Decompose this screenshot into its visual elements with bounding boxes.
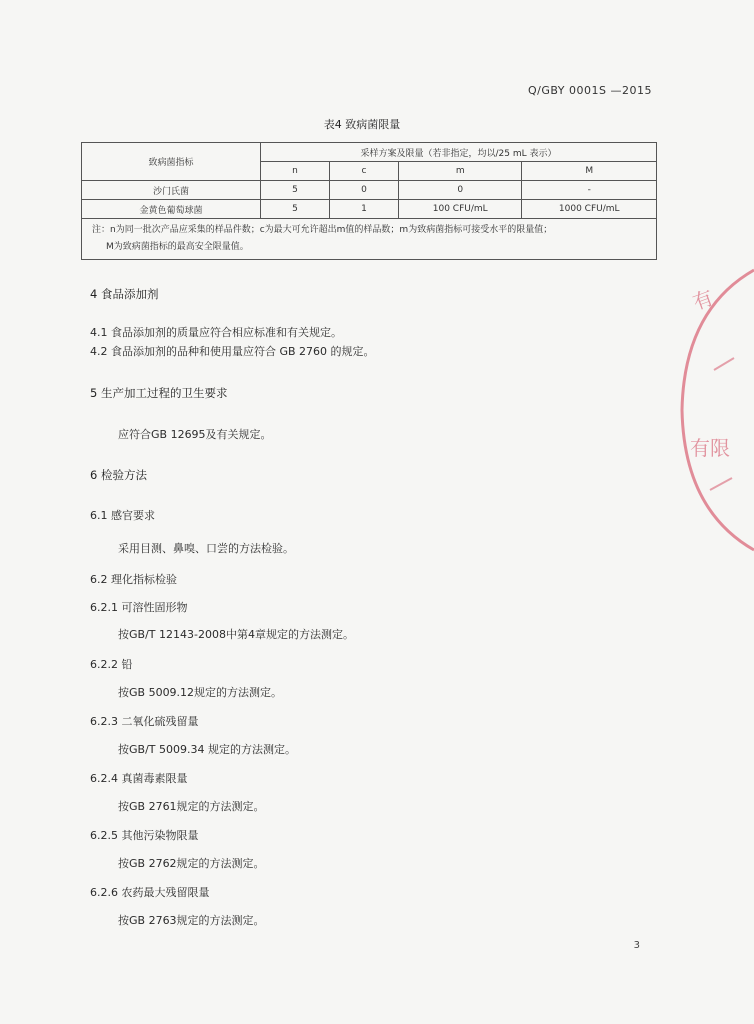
table-row [82, 200, 657, 219]
subheader-n: n [261, 162, 330, 181]
section-6-2-5: 6.2.5 其他污染物限量 [90, 829, 199, 842]
section-5-title: 5 生产加工过程的卫生要求 [90, 386, 228, 400]
table-note-line1: 注：n为同一批次产品应采集的样品件数；c为最大可允许超出m值的样品数；m为致病菌指标可接受水平的限量值； [92, 225, 553, 235]
section-6-2-6: 6.2.6 农药最大残留限量 [90, 886, 210, 899]
company-seal-stamp [644, 250, 754, 570]
section-6-2-1: 6.2.1 可溶性固形物 [90, 601, 188, 614]
row-name: 沙门氏菌 [82, 181, 261, 200]
row-c: 1 [330, 200, 399, 219]
section-6-2: 6.2 理化指标检验 [90, 573, 177, 586]
section-6-2-2-body: 按GB 5009.12规定的方法测定。 [118, 686, 283, 699]
row-c: 0 [330, 181, 399, 200]
section-6-2-2: 6.2.2 铅 [90, 658, 133, 671]
row-m: 0 [399, 181, 522, 200]
row-name: 金黄色葡萄球菌 [82, 200, 261, 219]
section-6-2-6-body: 按GB 2763规定的方法测定。 [118, 914, 265, 927]
section-6-2-3-body: 按GB/T 5009.34 规定的方法测定。 [118, 743, 296, 756]
subheader-m: m [399, 162, 522, 181]
section-4-1: 4.1 食品添加剂的质量应符合相应标准和有关规定。 [90, 326, 342, 339]
header-indicator: 致病菌指标 [82, 143, 261, 181]
svg-text:有限: 有限 [690, 436, 730, 460]
subheader-c: c [330, 162, 399, 181]
section-6-2-1-body: 按GB/T 12143-2008中第4章规定的方法测定。 [118, 628, 354, 641]
row-M: - [522, 181, 657, 200]
svg-text:有: 有 [689, 285, 717, 315]
section-6-1-body: 采用目测、鼻嗅、口尝的方法检验。 [118, 542, 294, 555]
pathogen-limit-table [81, 142, 657, 260]
section-6-2-3: 6.2.3 二氧化硫残留量 [90, 715, 199, 728]
header-sampling: 采样方案及限量（若非指定，均以/25 mL 表示） [261, 143, 657, 162]
document-id: Q/GBY 0001S —2015 [527, 84, 652, 97]
table-title: 表4 致病菌限量 [323, 118, 401, 131]
section-4-2: 4.2 食品添加剂的品种和使用量应符合 GB 2760 的规定。 [90, 345, 375, 358]
row-M: 1000 CFU/mL [522, 200, 657, 219]
row-n: 5 [261, 181, 330, 200]
section-4-title: 4 食品添加剂 [90, 287, 159, 301]
row-m: 100 CFU/mL [399, 200, 522, 219]
section-5-body: 应符合GB 12695及有关规定。 [118, 428, 272, 441]
section-6-1: 6.1 感官要求 [90, 509, 155, 522]
table-note-line2: M为致病菌指标的最高安全限量值。 [106, 242, 249, 252]
section-6-title: 6 检验方法 [90, 468, 147, 482]
table-row [82, 181, 657, 200]
table-note [82, 219, 657, 260]
subheader-M: M [522, 162, 657, 181]
section-6-2-5-body: 按GB 2762规定的方法测定。 [118, 857, 265, 870]
page-number: 3 [633, 940, 640, 951]
section-6-2-4: 6.2.4 真菌毒素限量 [90, 772, 188, 785]
row-n: 5 [261, 200, 330, 219]
section-6-2-4-body: 按GB 2761规定的方法测定。 [118, 800, 265, 813]
